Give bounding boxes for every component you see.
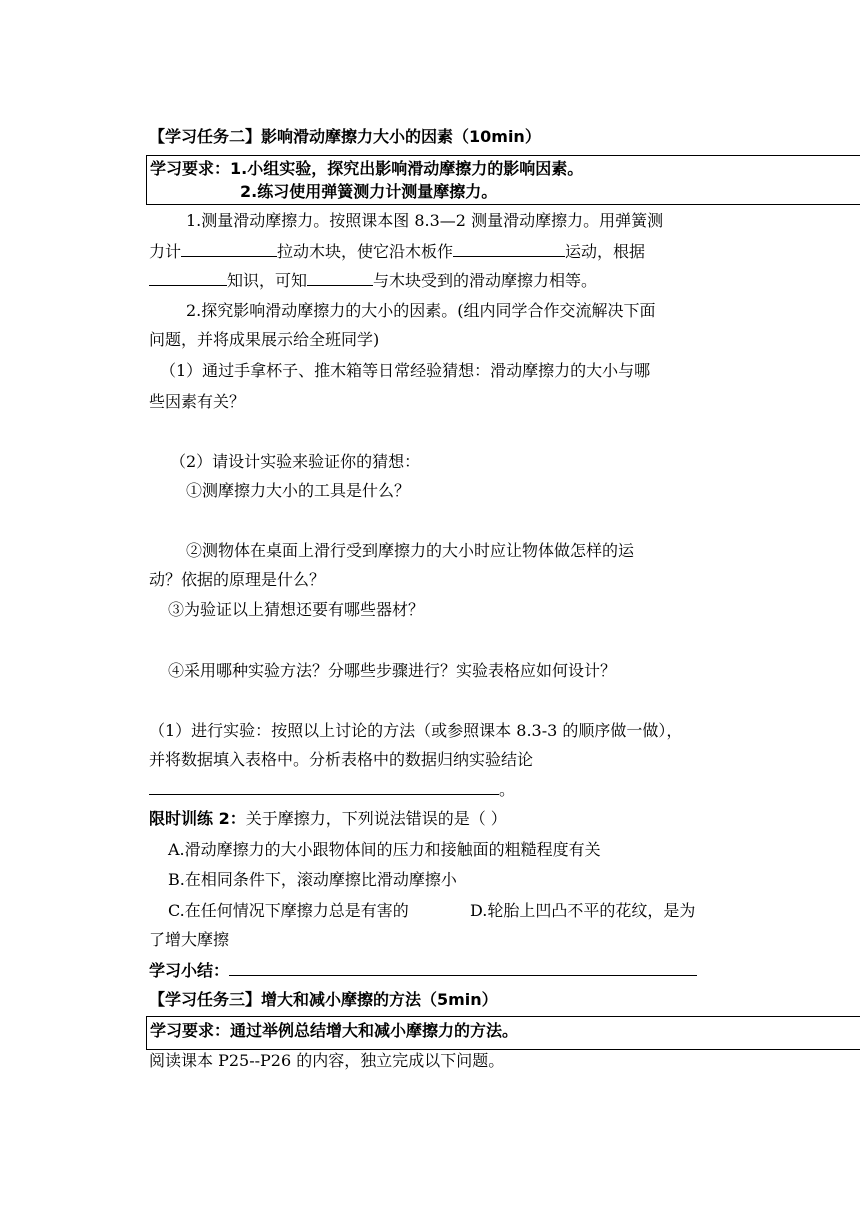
q1-line2: 些因素有关？ xyxy=(149,392,246,411)
p1-line3 xyxy=(149,269,597,292)
p1-text-e: 与木块受到的滑动摩擦力相等。 xyxy=(373,271,598,290)
p2-line2: 问题，并将成果展示给全班同学) xyxy=(149,330,380,349)
blank-3 xyxy=(149,269,227,286)
p1-line2 xyxy=(149,240,645,263)
p1-text-a: 力计 xyxy=(149,242,182,261)
blank-4 xyxy=(307,269,373,286)
p1-line1: 1.测量滑动摩擦力。按照课本图 8.3—2 测量滑动摩擦力。用弹簧测 xyxy=(186,211,664,230)
summary-blank xyxy=(229,959,697,976)
summary-line xyxy=(149,959,697,982)
p1-text-d: 知识，可知 xyxy=(227,271,308,290)
task3-read: 阅读课本 P25--P26 的内容，独立完成以下问题。 xyxy=(149,1051,505,1070)
summary-label: 学习小结： xyxy=(149,961,230,980)
q2-sub4: ④采用哪种实验方法？分哪些步骤进行？实验表格应如何设计？ xyxy=(168,661,617,680)
option-d: D.轮胎上凹凸不平的花纹，是为 xyxy=(470,901,696,920)
q2-sub3: ③为验证以上猜想还要有哪些器材？ xyxy=(168,600,425,619)
conclusion-end: 。 xyxy=(499,780,516,799)
drill-question: 关于摩擦力，下列说法错误的是（ ） xyxy=(245,809,507,828)
drill-label: 限时训练 2： xyxy=(149,809,246,828)
conclusion-blank xyxy=(149,778,499,795)
drill-question-line xyxy=(149,808,507,830)
q2-sub1: ①测摩擦力大小的工具是什么？ xyxy=(186,481,411,500)
task2-requirement-line2: 2.练习使用弹簧测力计测量摩擦力。 xyxy=(240,182,498,201)
option-a: A.滑动摩擦力的大小跟物体间的压力和接触面的粗糙程度有关 xyxy=(168,840,601,859)
q2-sub2-line1: ②测物体在桌面上滑行受到摩擦力的大小时应让物体做怎样的运 xyxy=(186,541,635,560)
task2-requirement-line1: 学习要求：1.小组实验，探究出影响滑动摩擦力的影响因素。 xyxy=(150,159,584,178)
blank-1 xyxy=(181,240,277,257)
option-c: C.在任何情况下摩擦力总是有害的 xyxy=(168,901,409,920)
p2-line1: 2.探究影响滑动摩擦力的大小的因素。(组内同学合作交流解决下面 xyxy=(186,301,656,320)
task3-requirement: 学习要求：通过举例总结增大和减小摩擦力的方法。 xyxy=(150,1021,519,1040)
q2-sub2-line2: 动？依据的原理是什么？ xyxy=(149,570,326,589)
option-b: B.在相同条件下，滚动摩擦比滑动摩擦小 xyxy=(168,870,457,889)
experiment-line1: （1）进行实验：按照以上讨论的方法（或参照课本 8.3-3 的顺序做一做）， xyxy=(149,721,683,740)
q1-line1: （1）通过手拿杯子、推木箱等日常经验猜想：滑动摩擦力的大小与哪 xyxy=(160,361,651,380)
task3-heading: 【学习任务三】增大和减小摩擦的方法（5min） xyxy=(149,990,498,1009)
p1-text-c: 运动，根据 xyxy=(565,242,646,261)
p1-text-b: 拉动木块，使它沿木板作 xyxy=(277,242,454,261)
experiment-line3 xyxy=(149,778,515,801)
option-d-cont: 了增大摩擦 xyxy=(149,930,230,949)
experiment-line2: 并将数据填入表格中。分析表格中的数据归纳实验结论 xyxy=(149,750,534,769)
blank-2 xyxy=(453,240,565,257)
q2-intro: （2）请设计实验来验证你的猜想： xyxy=(170,452,421,471)
task2-heading: 【学习任务二】影响滑动摩擦力大小的因素（10min） xyxy=(149,127,541,146)
